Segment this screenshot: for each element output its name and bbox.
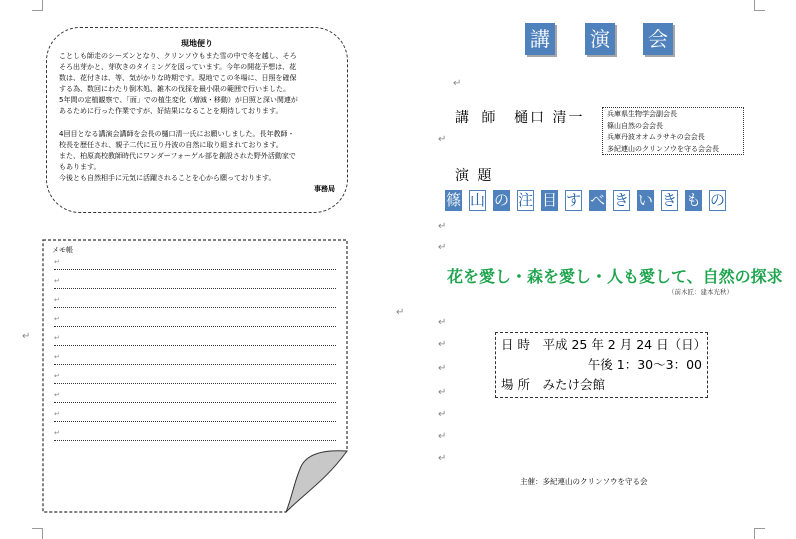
- news-line: ことしも師走のシーズンとなり、クリンソウもまた雪の中で冬を越し、そろ: [59, 52, 297, 60]
- memo-label: メモ帳: [52, 246, 73, 254]
- paragraph-mark: ↵: [438, 339, 447, 350]
- slogan: 花を愛し・森を愛し・人も愛して、自然の探求: [447, 267, 783, 286]
- topic-title: [445, 190, 726, 212]
- paragraph-mark: ↵: [54, 315, 60, 323]
- news-line: あるために行った作業ですが、好結果になることを期待しております。: [59, 107, 283, 116]
- memo-pad-outline: [42, 239, 348, 513]
- paragraph-mark: ↵: [54, 334, 60, 342]
- memo-rule-line[interactable]: [54, 345, 336, 346]
- paragraph-mark: ↵: [54, 258, 60, 266]
- paragraph-mark: ↵: [438, 363, 447, 374]
- topic-char: す: [566, 191, 582, 209]
- topic-label: 演 題: [455, 168, 494, 184]
- topic-char: 篠: [445, 191, 461, 209]
- news-line: 4回目となる講演会講師を会長の樋口清一氏にお願いしました。長年教師・: [59, 129, 295, 138]
- topic-char: い: [637, 191, 653, 209]
- memo-rule-line[interactable]: [54, 421, 336, 422]
- paragraph-mark: ↵: [438, 221, 447, 232]
- paragraph-mark: ↵: [438, 409, 447, 420]
- lecturer-name: 樋口 清一: [514, 110, 585, 126]
- paragraph-mark: ↵: [54, 277, 60, 285]
- news-box[interactable]: [46, 27, 348, 213]
- memo-pad[interactable]: [42, 239, 348, 513]
- paragraph-mark: ↵: [438, 431, 447, 442]
- paragraph-mark: ↵: [396, 307, 405, 318]
- news-line: もあります。: [59, 162, 101, 171]
- memo-rule-line[interactable]: [54, 307, 336, 308]
- paragraph-mark: ↵: [54, 353, 60, 361]
- crop-mark-top-left: [32, 0, 43, 11]
- paragraph-mark: ↵: [54, 372, 60, 380]
- affiliation-item: 兵庫県生物学会副会長: [607, 110, 677, 118]
- topic-char: の: [493, 191, 509, 209]
- title-char: 講: [525, 23, 555, 55]
- paragraph-mark: ↵: [438, 242, 447, 253]
- affiliation-item: 兵庫丹波オオムラサキの会会長: [607, 133, 705, 141]
- topic-char: 目: [541, 191, 557, 209]
- news-signature: 事務局: [314, 185, 335, 194]
- crop-mark-top-right: [754, 0, 765, 11]
- news-line: そろ出芽かと、芽吹きのタイミングを図っています。今年の開花予想は、花: [59, 63, 297, 72]
- paragraph-mark: ↵: [438, 317, 447, 328]
- news-line: 数は、花付きは、等、気がかりな時期です。現地でこの冬場に、日照を確保: [59, 74, 297, 83]
- slogan-credit: （前木匠：建本光秋）: [668, 288, 733, 296]
- news-body: [59, 51, 335, 184]
- event-place: 場 所 みたけ会館: [501, 377, 605, 392]
- event-time: 午後 1：30～3：00: [587, 357, 702, 372]
- paragraph-mark: ↵: [54, 429, 60, 437]
- memo-rule-line[interactable]: [54, 364, 336, 365]
- paragraph-mark: ↵: [438, 134, 447, 145]
- title-char: 演: [585, 23, 615, 55]
- topic-char: 山: [470, 191, 486, 209]
- crop-mark-bottom-right: [754, 528, 765, 539]
- topic-char: も: [685, 191, 701, 209]
- topic-char: の: [710, 191, 726, 209]
- paragraph-mark: ↵: [22, 331, 31, 342]
- paragraph-mark: ↵: [453, 78, 462, 89]
- memo-rule-line[interactable]: [54, 288, 336, 289]
- affiliation-item: 篠山自然の会会長: [607, 121, 663, 130]
- news-line: また、柏原高校教師時代にワンダーフォーゲル部を創設された野外活動家で: [59, 151, 296, 160]
- event-date: 日 時 平成 25 年 2 月 24 日（日）: [501, 337, 707, 352]
- affiliation-box: [602, 107, 744, 155]
- news-line: 校長を歴任され、親子二代に亘り丹波の自然に取り組まれております。: [59, 140, 283, 149]
- memo-rule-line[interactable]: [54, 383, 336, 384]
- news-line: 今後とも自然相手に元気に活躍されることを心から願っております。: [59, 173, 276, 182]
- crop-mark-bottom-left: [32, 528, 43, 539]
- paragraph-mark: ↵: [438, 387, 447, 398]
- memo-rule-line[interactable]: [54, 440, 336, 441]
- paragraph-mark: ↵: [54, 410, 60, 418]
- lecturer-label: 講 師: [455, 110, 500, 126]
- topic-char: 注: [518, 191, 534, 209]
- news-line: 5年間の定植観察で、「面」での植生変化（増減・移動）が日照と深い関連が: [59, 96, 298, 105]
- paragraph-mark: ↵: [54, 391, 60, 399]
- event-info-box: [495, 332, 708, 398]
- memo-rule-line[interactable]: [54, 402, 336, 403]
- paragraph-mark: ↵: [54, 296, 60, 304]
- paragraph-mark: ↵: [438, 453, 447, 464]
- affiliation-item: 多紀連山のクリンソウを守る会会長: [607, 144, 719, 153]
- memo-rule-line[interactable]: [54, 326, 336, 327]
- news-line: [59, 118, 335, 129]
- topic-char: き: [614, 191, 630, 209]
- host-organizer: 主催：多紀連山のクリンソウを守る会: [520, 477, 648, 486]
- news-title: 現地便り: [181, 39, 213, 48]
- topic-char: き: [662, 191, 678, 209]
- title-char: 会: [643, 23, 673, 55]
- topic-char: べ: [589, 191, 605, 209]
- news-line: する為、数回にわたり倒木処、雑木の伐採を最小限の範囲で行いました。: [59, 85, 290, 94]
- memo-rule-line[interactable]: [54, 269, 336, 270]
